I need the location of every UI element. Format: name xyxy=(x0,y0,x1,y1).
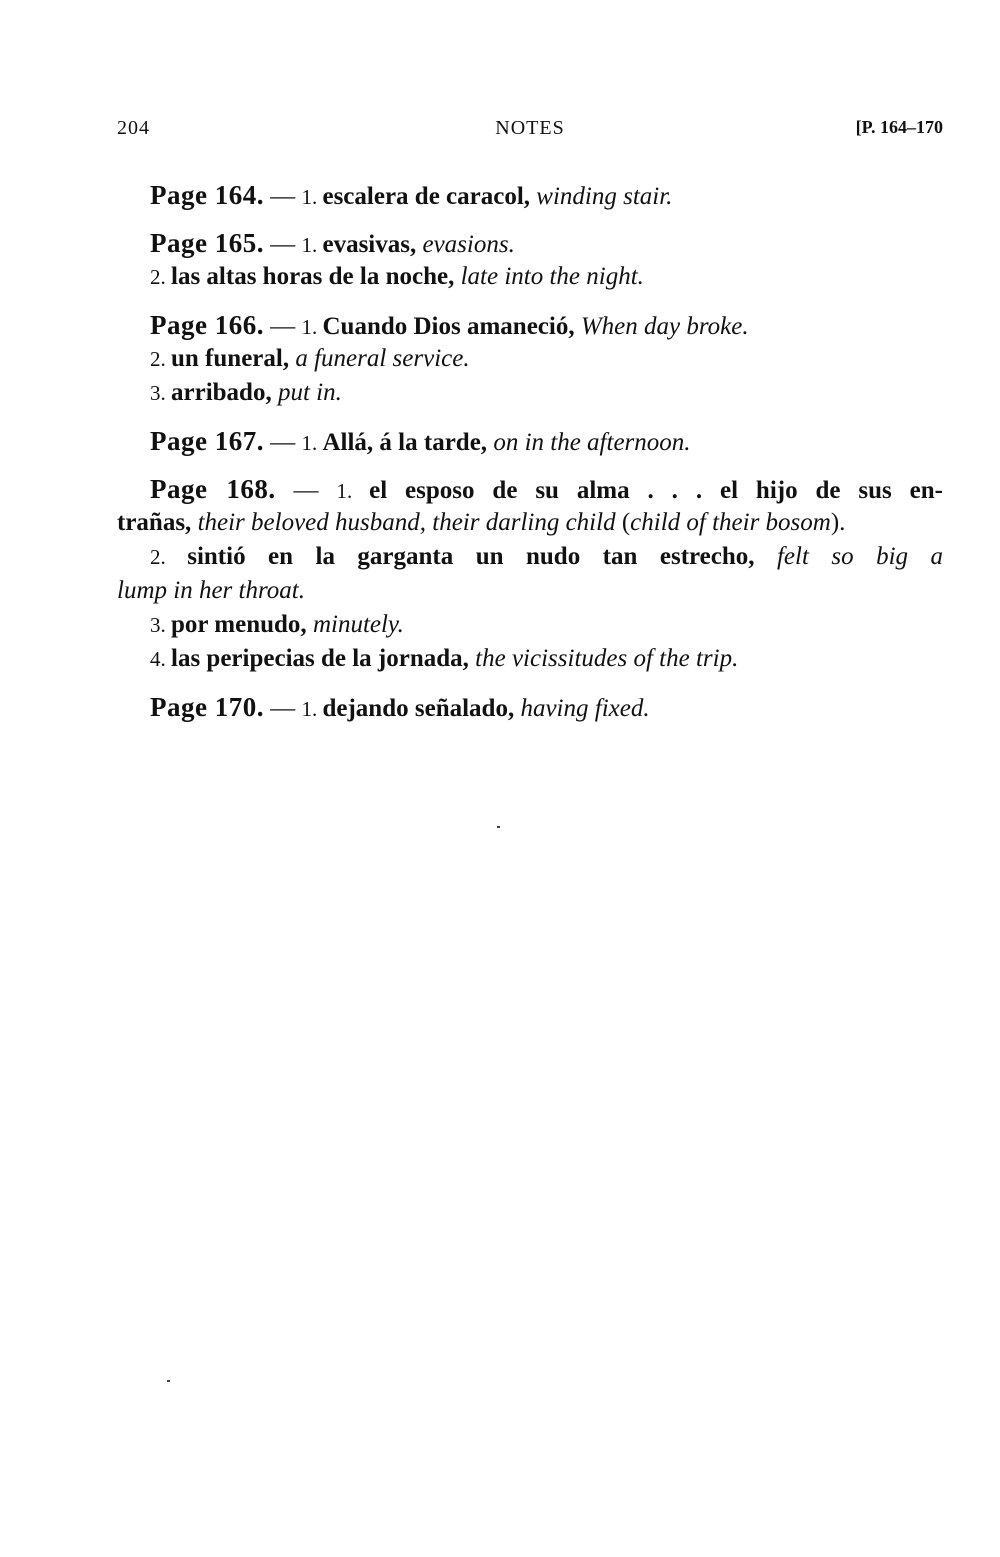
page-label: Page 170. xyxy=(150,692,264,722)
english-gloss: minutely. xyxy=(312,611,404,638)
note-line xyxy=(117,574,943,608)
page-label: Page 165. xyxy=(150,228,264,258)
note-line xyxy=(117,376,943,410)
note-line xyxy=(117,506,943,540)
spanish-term: las peripecias de la jornada, xyxy=(171,645,469,672)
spanish-term: un funeral, xyxy=(171,345,290,372)
english-gloss: When day broke. xyxy=(580,313,749,340)
running-title: NOTES xyxy=(495,117,565,139)
em-dash: — xyxy=(263,695,302,722)
print-speck xyxy=(167,1380,170,1382)
page-range: [P. 164–170 xyxy=(855,117,943,137)
english-gloss: a funeral service. xyxy=(295,345,470,372)
note-number: 2. xyxy=(150,347,171,371)
note-number: 3. xyxy=(150,381,171,405)
note-line xyxy=(117,642,943,676)
note-line xyxy=(117,540,943,574)
em-dash: — xyxy=(263,231,302,258)
english-gloss: on in the afternoon. xyxy=(493,429,691,456)
english-gloss: winding stair. xyxy=(536,183,673,210)
spanish-term: evasivas, xyxy=(322,231,417,258)
english-gloss: evasions. xyxy=(422,231,515,258)
note-number: 1. xyxy=(301,697,323,721)
note-number: 1. xyxy=(301,185,323,209)
spanish-term: arribado, xyxy=(171,379,272,406)
note-line xyxy=(117,178,943,212)
page-label: Page 168. xyxy=(150,474,276,504)
spanish-term: por menudo, xyxy=(171,611,307,638)
spanish-term: Cuando Dios amaneció, xyxy=(322,313,575,340)
note-line xyxy=(117,472,943,506)
close-paren: ). xyxy=(830,509,846,536)
print-speck xyxy=(497,826,500,828)
spanish-term: escalera de caracol, xyxy=(322,183,531,210)
note-number: 1. xyxy=(336,479,370,503)
em-dash: — xyxy=(263,429,302,456)
spanish-term: las altas horas de la noche, xyxy=(171,263,455,290)
english-gloss: having fixed. xyxy=(520,695,650,722)
em-dash: — xyxy=(263,313,302,340)
spanish-term: trañas, xyxy=(117,509,192,536)
note-number: 1. xyxy=(301,233,323,257)
note-line xyxy=(117,424,943,458)
english-gloss: late into the night. xyxy=(460,263,644,290)
note-line xyxy=(117,308,943,342)
em-dash: — xyxy=(263,183,302,210)
spanish-term: dejando señalado, xyxy=(322,695,515,722)
note-line xyxy=(117,608,943,642)
spanish-term: Allá, á la tarde, xyxy=(322,429,488,456)
page-label: Page 164. xyxy=(150,180,264,210)
note-number: 2. xyxy=(150,545,188,569)
note-number: 4. xyxy=(150,647,171,671)
page-number: 204 xyxy=(117,117,150,139)
note-line xyxy=(117,342,943,376)
note-line xyxy=(117,226,943,260)
english-gloss: felt so big a xyxy=(776,543,943,570)
note-number: 1. xyxy=(301,431,323,455)
note-number: 3. xyxy=(150,613,171,637)
english-gloss: the vicissitudes of the trip. xyxy=(475,645,739,672)
page-header xyxy=(117,117,943,143)
english-gloss: put in. xyxy=(277,379,342,406)
spanish-term: el esposo de su alma . . . el hijo de sus en- xyxy=(369,477,944,504)
page-label: Page 166. xyxy=(150,310,264,340)
note-number: 1. xyxy=(301,315,323,339)
note-line xyxy=(117,690,943,724)
note-number: 2. xyxy=(150,265,171,289)
spanish-term: sintió en la garganta un nudo tan estrecho, xyxy=(187,543,755,570)
em-dash: — xyxy=(275,477,337,504)
notes-body xyxy=(117,178,943,724)
note-line xyxy=(117,260,943,294)
english-gloss-alt: child of their bosom xyxy=(630,509,831,536)
page-label: Page 167. xyxy=(150,426,264,456)
english-gloss: lump in her throat. xyxy=(117,577,305,604)
open-paren: ( xyxy=(615,509,631,536)
english-gloss: their beloved husband, their darling child xyxy=(197,509,616,536)
